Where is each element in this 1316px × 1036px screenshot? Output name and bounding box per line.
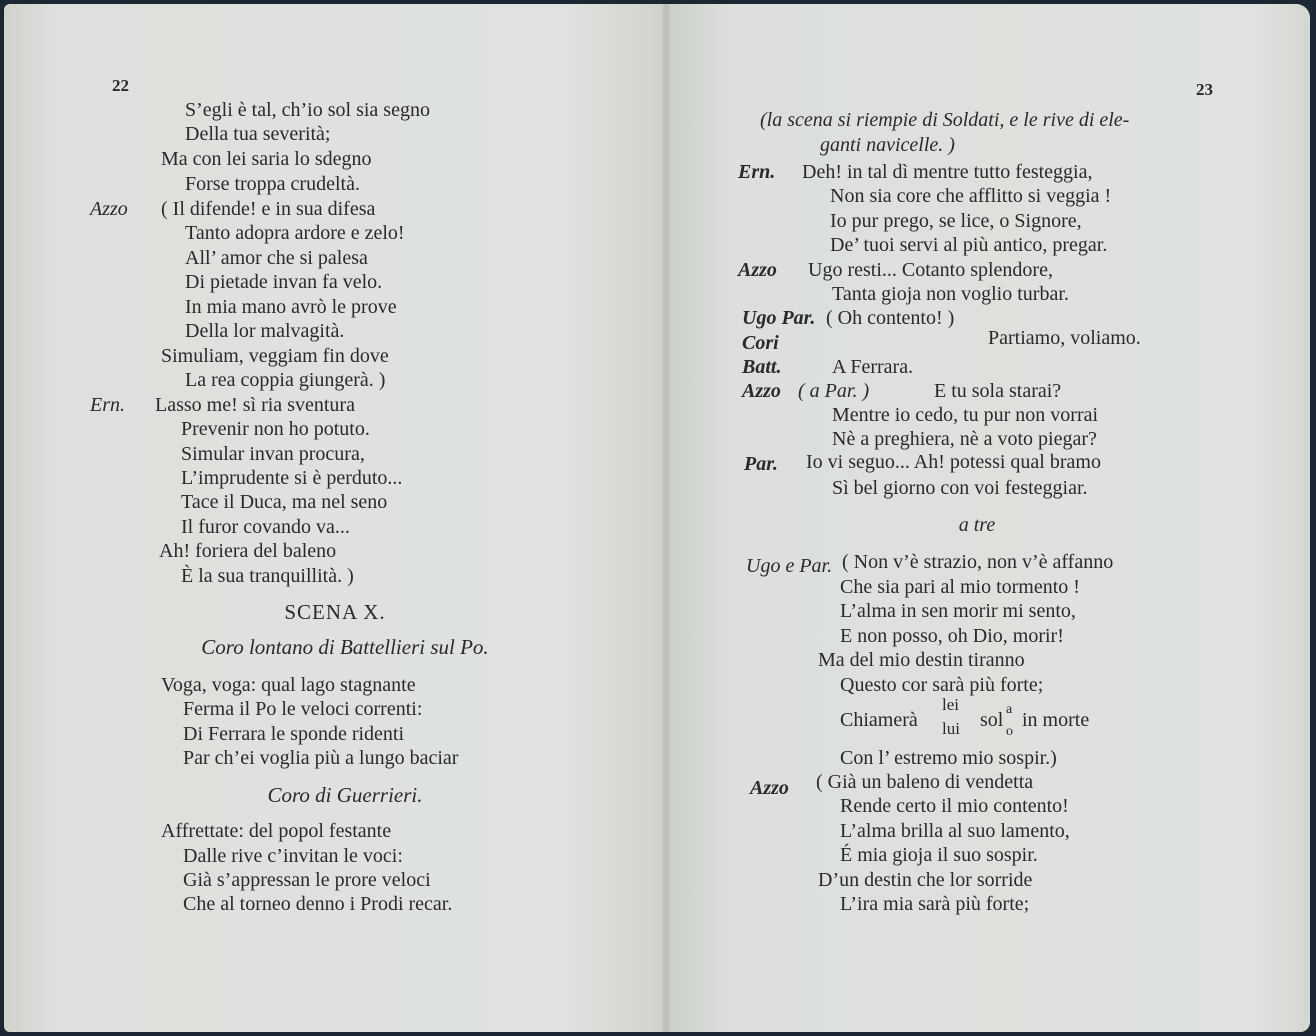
speaker-ernesto: Ern.	[738, 161, 776, 183]
book-spread	[4, 4, 1310, 1032]
verse-line: E non posso, oh Dio, morir!	[840, 625, 1064, 647]
variant-lei: lei	[942, 695, 959, 714]
verse-line: Ma con lei saria lo sdegno	[161, 148, 372, 170]
scene-title: SCENA X.	[284, 600, 386, 624]
verse-line: Forse troppa crudeltà.	[185, 173, 360, 195]
verse-line: A Ferrara.	[832, 356, 914, 378]
speaker-azzo: Azzo	[742, 380, 781, 402]
verse-line: Rende certo il mio contento!	[840, 795, 1069, 817]
verse-line: Sì bel giorno con voi festeggiar.	[832, 477, 1088, 499]
chorus-title: Coro di Guerrieri.	[267, 783, 423, 807]
verse-line: Tace il Duca, ma nel seno	[181, 491, 388, 513]
verse-line: Io vi seguo... Ah! potessi qual bramo	[806, 451, 1101, 473]
verse-line: É mia gioja il suo sospir.	[840, 844, 1038, 866]
verse-line: Di pietade invan fa velo.	[185, 271, 383, 293]
chorus-line: Che al torneo denno i Prodi recar.	[183, 893, 453, 915]
variant-o: o	[1006, 724, 1013, 739]
right-page	[666, 4, 1310, 1032]
verse-line: ( Non v’è strazio, non v’è affanno	[842, 551, 1114, 573]
aside-direction: ( a Par. )	[798, 380, 870, 402]
variant-a: a	[1006, 702, 1013, 717]
verse-line: Con l’ estremo mio sospir.)	[840, 747, 1057, 769]
verse-word: sol	[980, 709, 1004, 731]
verse-line: Della lor malvagità.	[185, 320, 345, 342]
speaker-parisina: Par.	[744, 453, 778, 475]
verse-line: L’alma in sen morir mi sento,	[840, 600, 1076, 622]
speaker-battellieri: Batt.	[742, 356, 782, 378]
page-number: 22	[112, 76, 129, 95]
verse-line: Ah! foriera del baleno	[159, 540, 337, 562]
chorus-line: Di Ferrara le sponde ridenti	[183, 723, 405, 745]
speaker-ugo-parisina: Ugo Par.	[742, 307, 816, 329]
chorus-line: Voga, voga: qual lago stagnante	[161, 674, 416, 696]
stage-direction: ganti navicelle. )	[820, 134, 955, 156]
variant-lui: lui	[942, 719, 960, 738]
verse-line: in morte	[1022, 709, 1090, 731]
verse-line: L’ira mia sarà più forte;	[840, 893, 1030, 915]
verse-line: Della tua severità;	[185, 123, 331, 145]
verse-line: Prevenir non ho potuto.	[181, 418, 370, 440]
speaker-azzo: Azzo	[738, 259, 777, 281]
verse-line: Questo cor sarà più forte;	[840, 674, 1044, 696]
chorus-line: Ferma il Po le veloci correnti:	[183, 698, 423, 720]
left-page	[4, 4, 666, 1032]
verse-line: E tu sola starai?	[934, 380, 1062, 402]
verse-line: De’ tuoi servi al più antico, pregar.	[830, 234, 1108, 256]
verse-line: In mia mano avrò le prove	[185, 296, 397, 318]
verse-line: D’un destin che lor sorride	[818, 869, 1033, 891]
verse-line: S’egli è tal, ch’io sol sia segno	[185, 99, 430, 121]
verse-line: Lasso me! sì ria sventura	[155, 394, 355, 416]
verse-line: Che sia pari al mio tormento !	[840, 576, 1080, 598]
book-gutter	[660, 4, 672, 1032]
verse-line: ( Oh contento! )	[826, 307, 955, 329]
verse-line: ( Già un baleno di vendetta	[816, 771, 1034, 793]
scene-direction: Coro lontano di Battellieri sul Po.	[201, 635, 489, 659]
verse-line: Simular invan procura,	[181, 443, 365, 465]
page-number: 23	[1196, 80, 1213, 99]
speaker-azzo: Azzo	[90, 198, 128, 220]
chorus-line: Affrettate: del popol festante	[161, 820, 392, 842]
verse-line: Ugo resti... Cotanto splendore,	[808, 259, 1053, 281]
verse-line: Nè a preghiera, nè a voto piegar?	[832, 428, 1097, 450]
verse-line: Tanto adopra ardore e zelo!	[185, 222, 405, 244]
speaker-ugo-e-parisina: Ugo e Par.	[746, 555, 833, 577]
speaker-cori: Cori	[742, 332, 779, 354]
verse-line: La rea coppia giungerà. )	[185, 369, 386, 391]
verse-line: Mentre io cedo, tu pur non vorrai	[832, 404, 1099, 426]
speaker-azzo: Azzo	[750, 777, 789, 799]
verse-line: All’ amor che si palesa	[185, 247, 368, 269]
verse-line: Il furor covando va...	[181, 516, 350, 538]
chorus-line: Par ch’ei voglia più a lungo baciar	[183, 747, 459, 769]
verse-line: L’imprudente si è perduto...	[181, 467, 403, 489]
stage-direction: (la scena si riempie di Soldati, e le rive di ele-	[760, 109, 1130, 131]
chorus-line: Dalle rive c’invitan le voci:	[183, 845, 403, 867]
verse-line: Non sia core che afflitto si veggia !	[830, 185, 1112, 207]
a-tre-heading: a tre	[958, 514, 996, 536]
verse-line: Simuliam, veggiam fin dove	[161, 345, 389, 367]
verse-line: È la sua tranquillità. )	[181, 565, 354, 587]
verse-line: Tanta gioja non voglio turbar.	[832, 283, 1069, 305]
verse-line: Chiamerà	[840, 709, 918, 731]
verse-line: Io pur prego, se lice, o Signore,	[830, 210, 1082, 232]
verse-line: ( Il difende! e in sua difesa	[161, 198, 376, 220]
chorus-line: Già s’appressan le prore veloci	[183, 869, 431, 891]
speaker-ernesto: Ern.	[90, 394, 125, 416]
verse-line: Deh! in tal dì mentre tutto festeggia,	[802, 161, 1093, 183]
verse-line: Partiamo, voliamo.	[988, 327, 1141, 349]
verse-line: Ma del mio destin tiranno	[818, 649, 1025, 671]
verse-line: L’alma brilla al suo lamento,	[840, 820, 1070, 842]
